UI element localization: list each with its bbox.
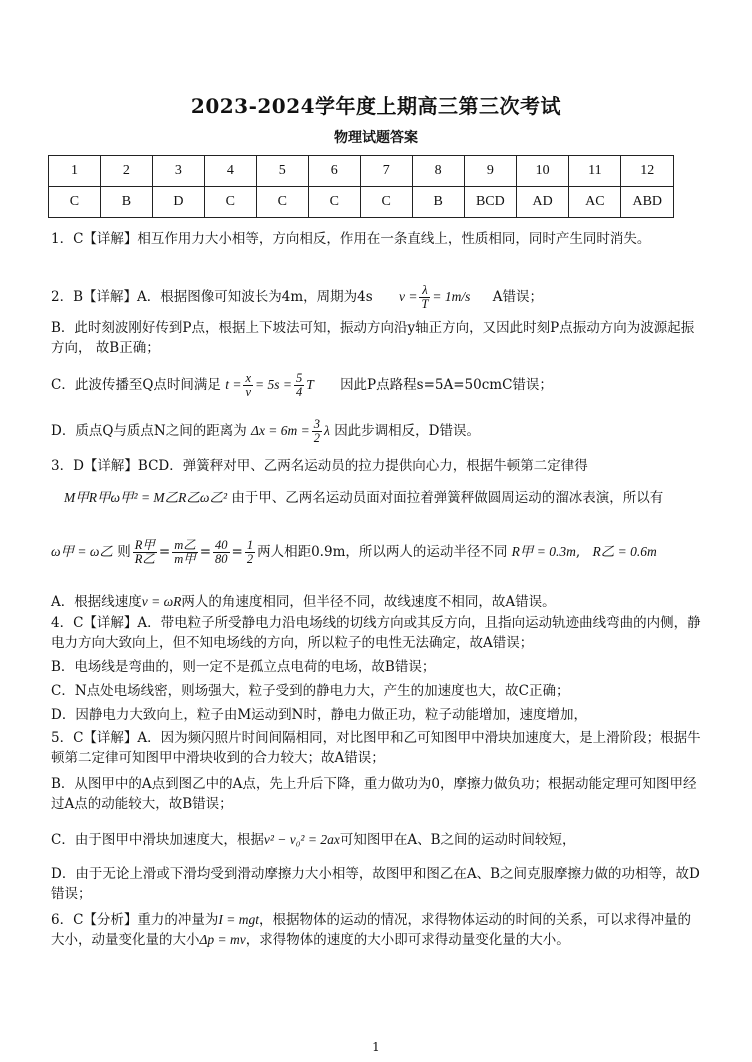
formula-part: = 1m/s bbox=[432, 289, 471, 304]
answer-cell: ABD bbox=[621, 187, 674, 218]
answer-cell: AD bbox=[517, 187, 569, 218]
page-subtitle: 物理试题答案 bbox=[334, 130, 418, 146]
answer-1-explanation: 1．C【详解】相互作用力大小相等，方向相反，作用在一条直线上，性质相同，同时产生同时消失。 bbox=[51, 231, 651, 247]
answer-4-explanation: 4．C【详解】A．带电粒子所受静电力沿电场线的切线方向或其反方向，且指向运动轨迹曲线弯曲的内侧，静电力方向大致向上，但不知电场线的方向，所以粒子的电性无法确定，故A错误； bbox=[51, 615, 701, 651]
paragraph-text: A．根据线速度 bbox=[51, 594, 142, 610]
formula-momentum-change: Δp = mv bbox=[199, 932, 246, 947]
answer-5-explanation: 5．C【详解】A．因为频闪照片时间间隔相同，对比图甲和乙可知图甲中滑块加速度大，是上滑阶段；根据牛顿第二定律可知图甲中滑块收到的合力较大；故A错误； bbox=[51, 730, 701, 766]
question-number: 12 bbox=[621, 156, 674, 187]
question-number: 2 bbox=[100, 156, 152, 187]
paragraph-text: 因此P点路程s=5A=50cmC错误； bbox=[340, 377, 553, 393]
paragraph-text: A错误； bbox=[492, 289, 543, 305]
formula-equal-omega: ω甲 = ω乙 bbox=[51, 544, 113, 559]
fraction-numerator: m乙 bbox=[174, 538, 196, 552]
answer-3-explanation: 3．D【详解】BCD．弹簧秤对甲、乙两名运动员的拉力提供向心力，根据牛顿第二定律得 bbox=[51, 458, 588, 474]
fraction-denominator: 4 bbox=[296, 385, 303, 399]
formula-centripetal: M甲R甲ω甲² = M乙R乙ω乙² bbox=[64, 490, 228, 505]
paragraph-text: 则 bbox=[117, 544, 131, 560]
answer-2-part-a bbox=[51, 284, 701, 311]
formula-time bbox=[225, 371, 314, 399]
paragraph-text: 两人相距0.9m，所以两人的运动半径不同 bbox=[257, 544, 508, 560]
fraction-denominator: 2 bbox=[246, 552, 254, 566]
question-number: 9 bbox=[464, 156, 516, 187]
formula-part: Δx = 6m = bbox=[251, 423, 310, 438]
paragraph-text: 因此步调相反，D错误。 bbox=[334, 423, 481, 439]
question-number: 10 bbox=[517, 156, 569, 187]
question-number: 7 bbox=[360, 156, 412, 187]
question-number: 1 bbox=[49, 156, 101, 187]
paragraph-text: ，根据物体的运动的情况，求得物体运动的时间的关系，可以求得冲量的大小，动量变化量的大小 bbox=[51, 912, 692, 948]
answer-cell: B bbox=[412, 187, 464, 218]
answer-cell: C bbox=[256, 187, 308, 218]
fraction-numerator: 5 bbox=[296, 371, 303, 385]
fraction-denominator: T bbox=[421, 297, 429, 311]
paragraph-text: C．由于图甲中滑块加速度大，根据 bbox=[51, 832, 264, 848]
formula-wave-speed bbox=[398, 283, 471, 311]
formula-part: λ bbox=[324, 423, 330, 438]
fraction-denominator: R乙 bbox=[134, 552, 155, 566]
answer-2-part-b: B．此时刻波刚好传到P点，根据上下坡法可知，振动方向沿y轴正方向，又因此时刻P点振动方向为波源起振方向， 故B正确； bbox=[51, 320, 695, 356]
paragraph-text: 2．B【详解】A．根据图像可知波长为4m，周期为4s bbox=[51, 289, 373, 305]
fraction bbox=[294, 372, 304, 399]
answer-4-part-b: B．电场线是弯曲的，则一定不是孤立点电荷的电场，故B错误； bbox=[51, 659, 436, 675]
question-number: 6 bbox=[308, 156, 360, 187]
answer-2-part-d bbox=[51, 418, 701, 445]
formula-radius-b: R乙 = 0.6m bbox=[592, 544, 657, 559]
question-number: 5 bbox=[256, 156, 308, 187]
answer-cell: AC bbox=[569, 187, 621, 218]
paragraph-text: ，求得物体的速度的大小即可求得动量变化量的大小。 bbox=[245, 932, 570, 948]
formula-linear-velocity: v = ωR bbox=[141, 594, 182, 609]
formula-part: t = bbox=[225, 377, 242, 392]
answer-6-explanation bbox=[51, 910, 701, 950]
paragraph-text: 6．C【分析】重力的冲量为 bbox=[51, 912, 219, 928]
fraction-numerator: λ bbox=[419, 284, 430, 298]
fraction bbox=[243, 372, 253, 399]
formula-part: T bbox=[306, 377, 314, 392]
answer-3-equation-line bbox=[64, 488, 704, 508]
answer-table-number-row bbox=[49, 156, 674, 187]
fraction bbox=[312, 418, 322, 445]
paragraph-text: 两人的角速度相同，但半径不同，故线速度不相同，故A错误。 bbox=[181, 594, 556, 610]
fraction-denominator: 80 bbox=[215, 552, 228, 566]
formula-impulse: I = mgt bbox=[218, 912, 260, 927]
formula-distance bbox=[251, 417, 330, 445]
answer-cell: C bbox=[204, 187, 256, 218]
fraction bbox=[172, 539, 198, 566]
answer-table-answer-row bbox=[49, 187, 674, 218]
answer-cell: BCD bbox=[464, 187, 516, 218]
answer-5-part-d: D．由于无论上滑或下滑均受到滑动摩擦力大小相等，故图甲和图乙在A、B之间克服摩擦力做的功相等，故D错误； bbox=[51, 866, 700, 902]
fraction-numerator: R甲 bbox=[134, 538, 155, 552]
answer-2-part-c bbox=[51, 372, 701, 399]
page-number: 1 bbox=[372, 1040, 380, 1054]
answer-cell: B bbox=[100, 187, 152, 218]
formula-radius-a: R甲 = 0.3m bbox=[511, 544, 576, 559]
fraction-denominator: v bbox=[245, 385, 252, 399]
formula-kinematics: v² − v₀² = 2ax bbox=[263, 832, 340, 847]
fraction bbox=[213, 539, 230, 566]
fraction bbox=[419, 284, 430, 311]
fraction-numerator: x bbox=[245, 371, 252, 385]
formula-part: v = bbox=[398, 289, 418, 304]
fraction-numerator: 40 bbox=[215, 538, 228, 552]
answer-cell: D bbox=[152, 187, 204, 218]
answer-4-part-d: D．因静电力大致向上，粒子由M运动到N时，静电力做正功，粒子动能增加，速度增加， bbox=[51, 707, 587, 723]
answer-3-ratio-line: ω甲 = ω乙 则 $\frac{\text{R甲}}{\text{R乙}}$ = $\frac{\text{m乙}}{\text{m甲}}$ = $\frac{40}{80}$ = $\frac{1}{2}$ 两人相距0.9m，所以两人的运动半径不同 R甲 = 0.3m, R乙 = 0.6m bbox=[51, 538, 657, 566]
answer-5-part-c bbox=[51, 830, 701, 850]
fraction bbox=[133, 539, 157, 566]
answer-5-part-b: B．从图甲中的A点到图乙中的A点，先上升后下降，重力做功为0，摩擦力做负功；根据动能定理可知图甲经过A点的动能较大，故B错误； bbox=[51, 776, 697, 812]
page-title: 2023-2024学年度上期高三第三次考试 bbox=[190, 94, 562, 118]
answer-table bbox=[48, 155, 674, 218]
question-number: 11 bbox=[569, 156, 621, 187]
paragraph-text: 由于甲、乙两名运动员面对面拉着弹簧秤做圆周运动的溜冰表演，所以有 bbox=[231, 490, 664, 506]
fraction-denominator: 2 bbox=[313, 431, 321, 445]
answer-cell: C bbox=[308, 187, 360, 218]
formula-part: = 5s = bbox=[255, 377, 292, 392]
question-number: 3 bbox=[152, 156, 204, 187]
answer-cell: C bbox=[49, 187, 101, 218]
answer-4-part-c: C．N点处电场线密，则场强大，粒子受到的静电力大，产生的加速度也大，故C正确； bbox=[51, 683, 570, 699]
fraction-numerator: 3 bbox=[313, 417, 321, 431]
paragraph-text: D．质点Q与质点N之间的距离为 bbox=[51, 423, 247, 439]
fraction-denominator: m甲 bbox=[174, 552, 196, 566]
fraction-numerator: 1 bbox=[246, 538, 254, 552]
paragraph-text: C．此波传播至Q点时间满足 bbox=[51, 377, 221, 393]
question-number: 8 bbox=[412, 156, 464, 187]
answer-cell: C bbox=[360, 187, 412, 218]
question-number: 4 bbox=[204, 156, 256, 187]
answer-3-part-a bbox=[51, 592, 701, 612]
fraction bbox=[245, 539, 255, 566]
paragraph-text: 可知图甲在A、B之间的运动时间较短， bbox=[339, 832, 576, 848]
